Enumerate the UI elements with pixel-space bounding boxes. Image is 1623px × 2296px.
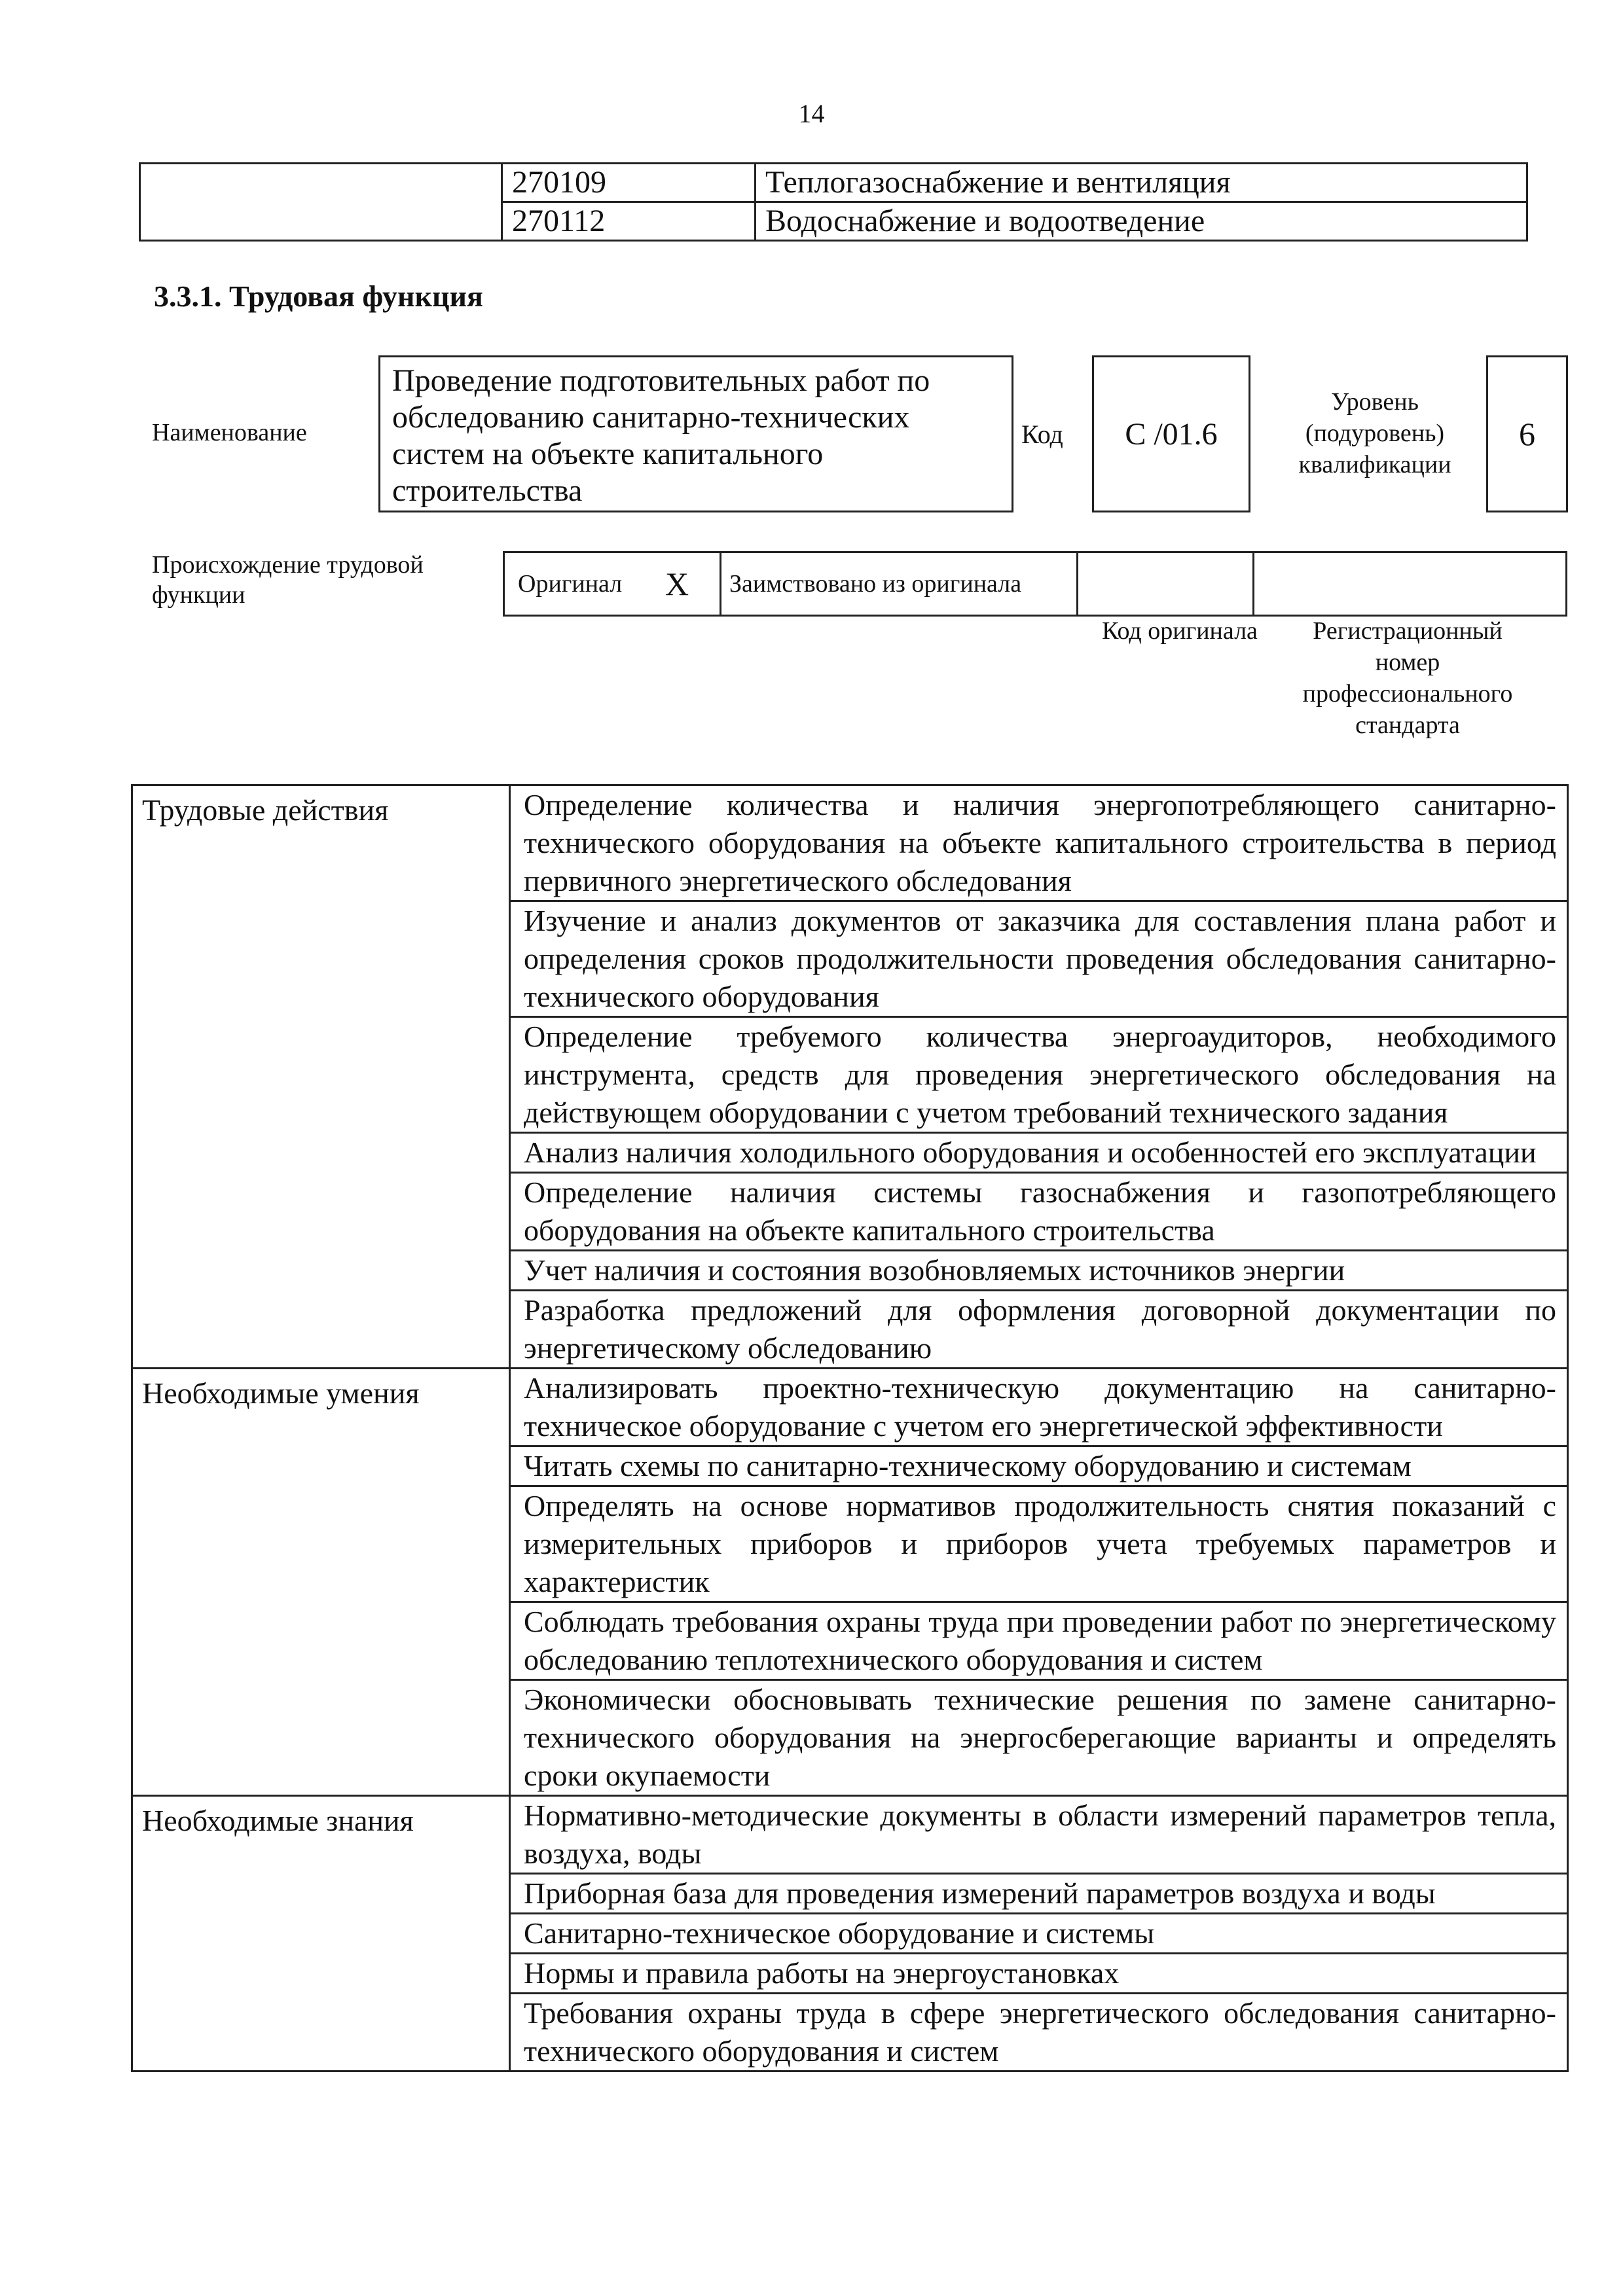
reg-number-label: Регистрационный номер профессионального стандарта	[1302, 617, 1513, 739]
original-code-cell	[1078, 552, 1254, 616]
list-item: Требования охраны труда в сфере энергетического обследования санитарно-технического оборудования и систем	[510, 1994, 1568, 2072]
code-original-label: Код оригинала	[1102, 617, 1258, 645]
code-cell: 270109	[502, 164, 756, 202]
name-label: Наименование	[152, 419, 307, 446]
list-item: Определять на основе нормативов продолжительность снятия показаний с измерительных приборов и приборов учета требуемых параметров и характеристик	[510, 1486, 1568, 1602]
list-item: Санитарно-техническое оборудование и системы	[510, 1914, 1568, 1954]
main-table	[131, 784, 1569, 2072]
codes-table	[139, 162, 1528, 242]
original-label-cell: Оригинал	[504, 552, 635, 616]
list-item: Анализ наличия холодильного оборудования и особенностей его эксплуатации	[510, 1133, 1568, 1173]
page-number: 14	[798, 99, 825, 128]
origin-table	[503, 551, 1567, 617]
list-item: Учет наличия и состояния возобновляемых источников энергии	[510, 1251, 1568, 1291]
list-item: Разработка предложений для оформления договорной документации по энергетическому обследованию	[510, 1291, 1568, 1369]
category-skills: Необходимые умения	[132, 1369, 510, 1796]
list-item: Определение количества и наличия энергопотребляющего санитарно-технического оборудования на объекте капитального строительства в период первичного энергетического обследования	[510, 785, 1568, 901]
list-item: Нормативно-методические документы в области измерений параметров тепла, воздуха, воды	[510, 1796, 1568, 1874]
table-row	[132, 1796, 1568, 1874]
category-knowledge: Необходимые знания	[132, 1796, 510, 2072]
list-item: Приборная база для проведения измерений параметров воздуха и воды	[510, 1874, 1568, 1914]
list-item: Нормы и правила работы на энергоустановках	[510, 1954, 1568, 1994]
function-name-box: Проведение подготовительных работ по обследованию санитарно-технических систем на объекте капитального строительства	[378, 355, 1013, 512]
list-item: Изучение и анализ документов от заказчика для составления плана работ и определения сроков продолжительности проведения обследования санитарно-технического оборудования	[510, 901, 1568, 1017]
code-label: Код	[1021, 420, 1063, 449]
category-actions: Трудовые действия	[132, 785, 510, 1369]
level-value-box: 6	[1486, 355, 1568, 512]
table-row	[504, 552, 1567, 616]
table-row	[132, 1369, 1568, 1446]
original-mark-cell: X	[634, 552, 721, 616]
list-item: Читать схемы по санитарно-техническому оборудованию и системам	[510, 1446, 1568, 1486]
function-code-box: C /01.6	[1092, 355, 1250, 512]
list-item: Анализировать проектно-техническую документацию на санитарно-техническое оборудование с учетом его энергетической эффективности	[510, 1369, 1568, 1446]
code-name-cell: Водоснабжение и водоотведение	[756, 202, 1527, 241]
list-item: Определение требуемого количества энергоаудиторов, необходимого инструмента, средств для проведения энергетического обследования на действующем оборудовании с учетом требований технического задания	[510, 1017, 1568, 1133]
section-title: 3.3.1. Трудовая функция	[154, 279, 483, 313]
level-label: Уровень (подуровень) квалификации	[1298, 388, 1451, 478]
borrowed-label-cell: Заимствовано из оригинала	[721, 552, 1078, 616]
origin-label: Происхождение трудовой функции	[152, 551, 424, 609]
list-item: Определение наличия системы газоснабжения и газопотребляющего оборудования на объекте капитального строительства	[510, 1173, 1568, 1251]
table-row	[140, 164, 1527, 202]
codes-empty-cell	[140, 164, 502, 241]
reg-number-cell	[1254, 552, 1567, 616]
list-item: Соблюдать требования охраны труда при проведении работ по энергетическому обследованию теплотехнического оборудования и систем	[510, 1602, 1568, 1680]
list-item: Экономически обосновывать технические решения по замене санитарно-технического оборудования на энергосберегающие варианты и определять сроки окупаемости	[510, 1680, 1568, 1796]
table-row	[132, 785, 1568, 901]
code-name-cell: Теплогазоснабжение и вентиляция	[756, 164, 1527, 202]
code-cell: 270112	[502, 202, 756, 241]
